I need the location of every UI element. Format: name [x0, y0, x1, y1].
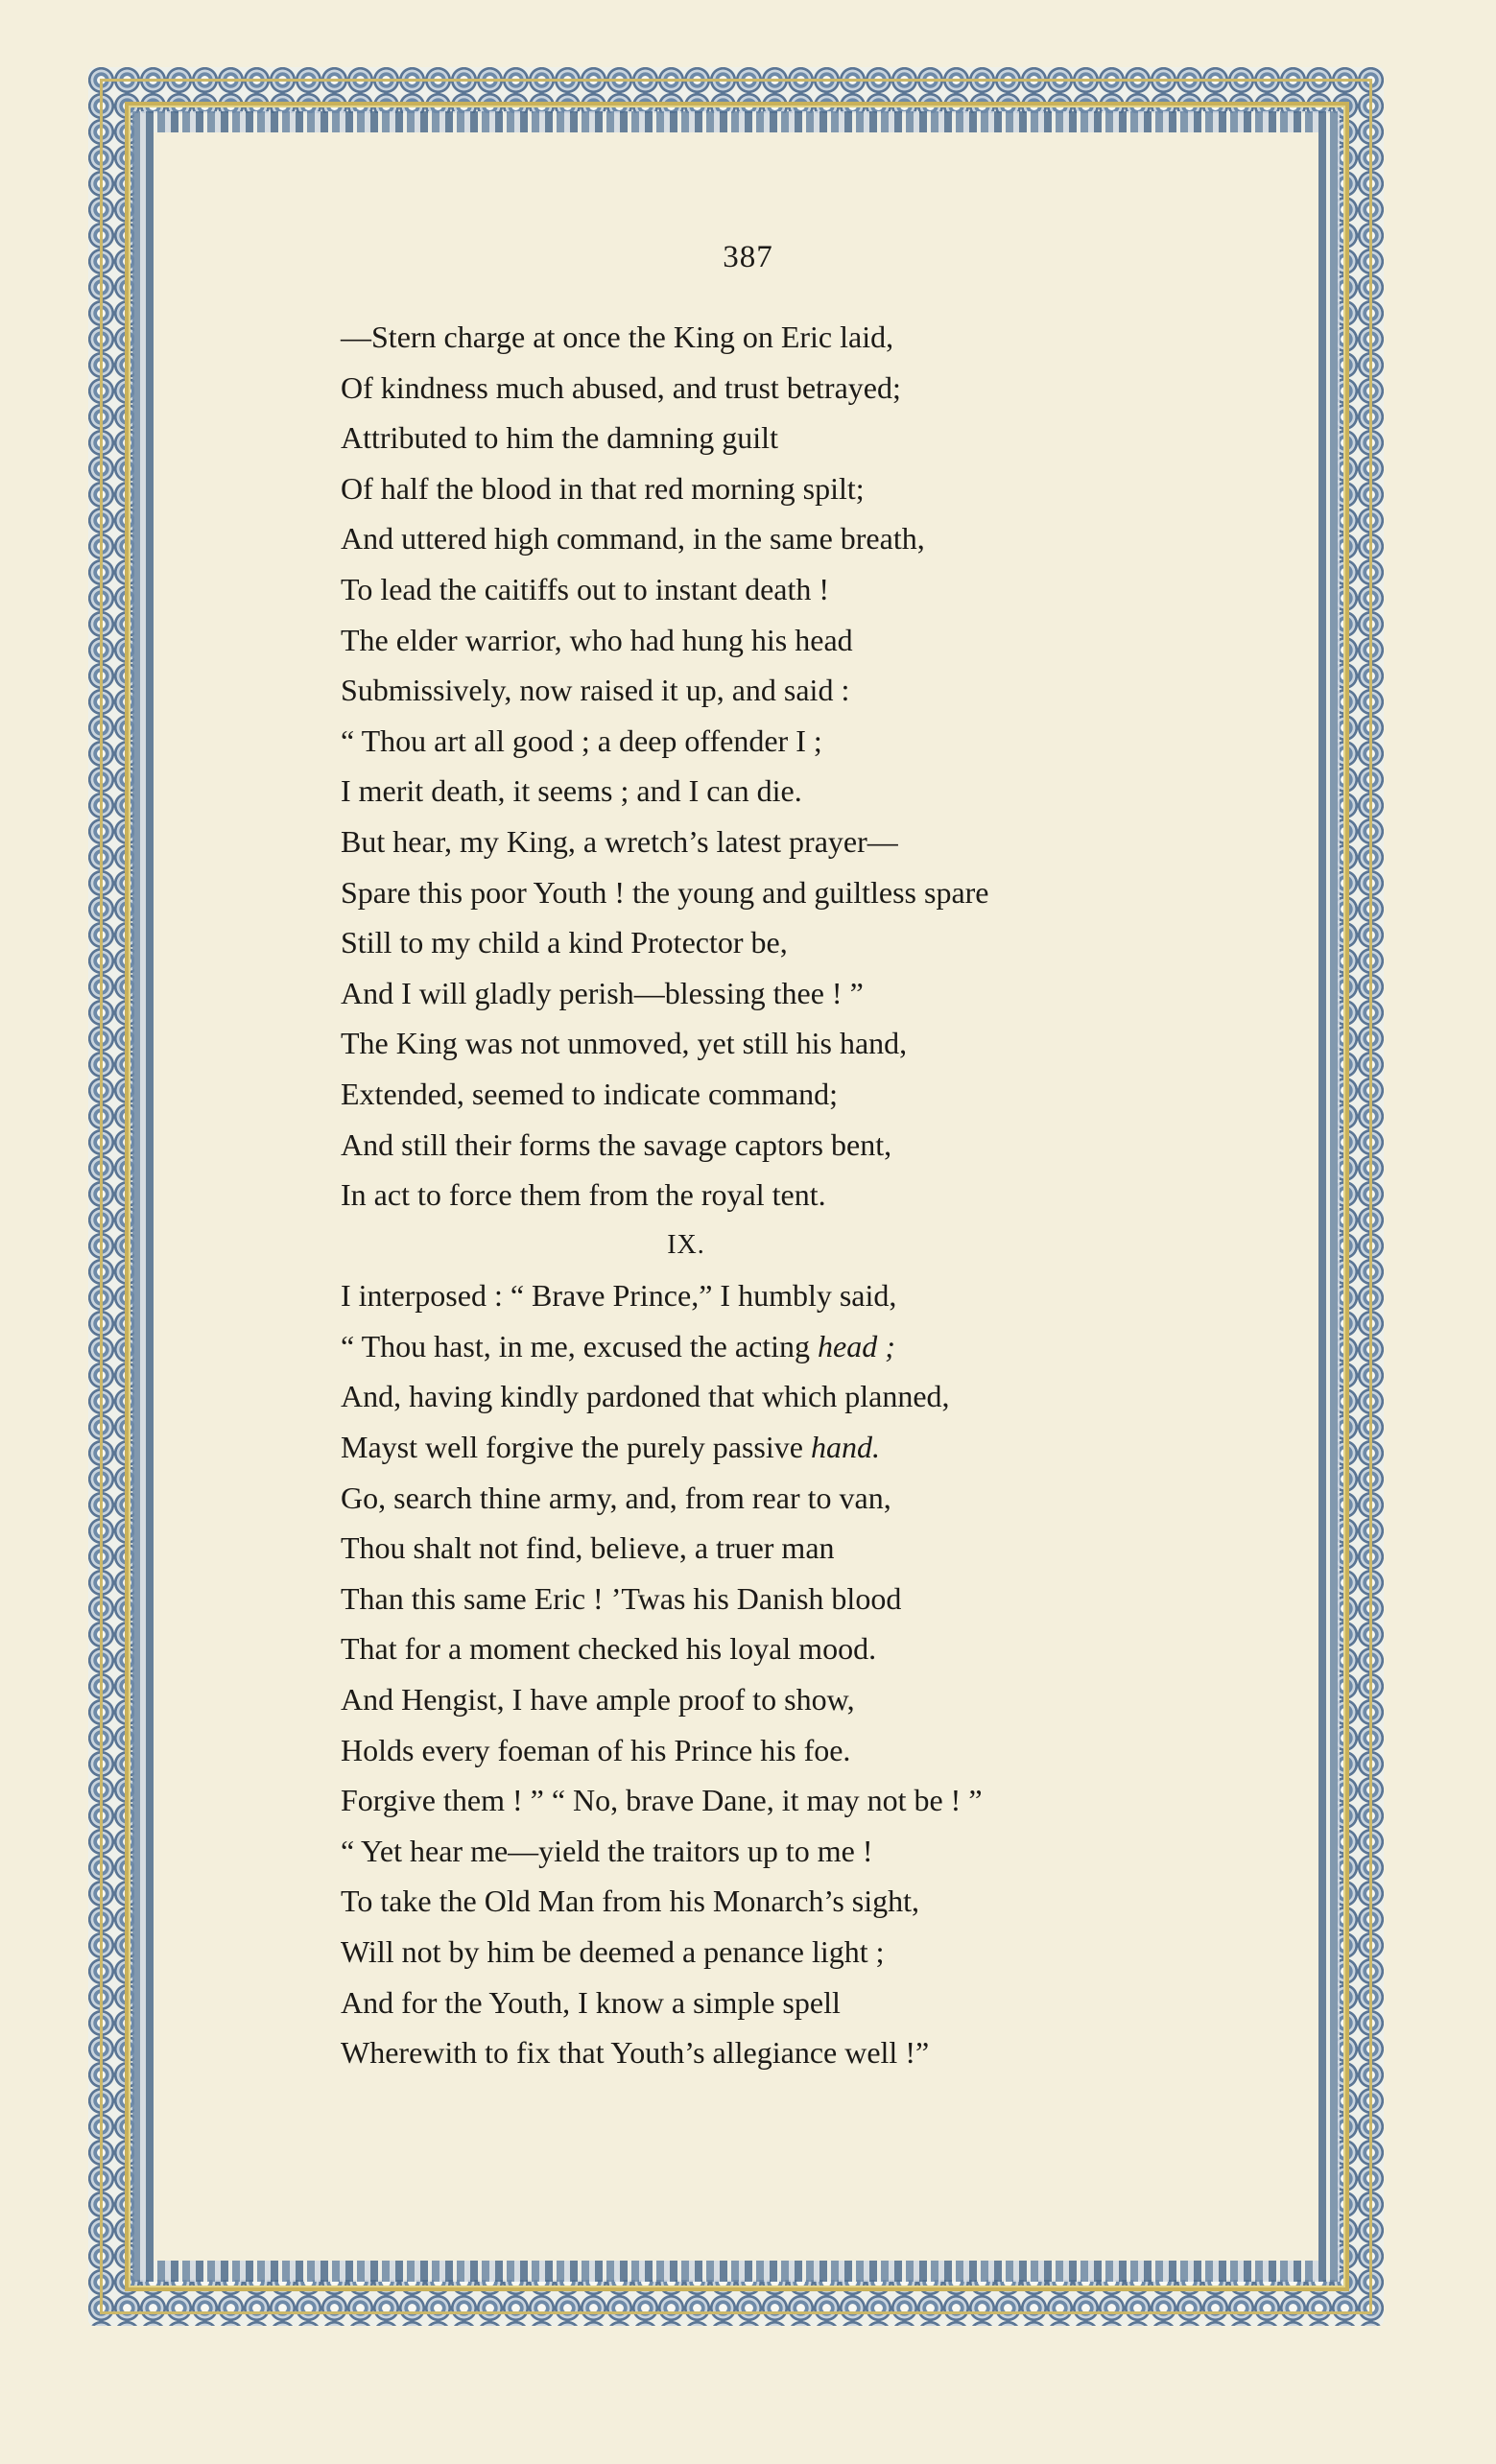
poem-body [341, 312, 1262, 2078]
poem-line: Go, search thine army, and, from rear to van, [341, 1480, 891, 1515]
poem-line: And Hengist, I have ample proof to show, [341, 1682, 855, 1718]
poem-line: Of half the blood in that red morning spilt; [341, 470, 865, 506]
poem-line: Will not by him be deemed a penance light ; [341, 1934, 885, 1969]
section-number: IX. [667, 1229, 705, 1260]
poem-line: Thou shalt not find, believe, a truer man [341, 1530, 835, 1566]
poem-line: And uttered high command, in the same breath, [341, 521, 925, 557]
poem-line: “ Thou art all good ; a deep offender I ; [341, 723, 822, 758]
poem-line [341, 1422, 1262, 1473]
poem-line: Wherewith to fix that Youth’s allegiance well !” [341, 2035, 930, 2071]
poem-line: Than this same Eric ! ’Twas his Danish blood [341, 1580, 902, 1616]
poem-line: Spare this poor Youth ! the young and guiltless spare [341, 874, 989, 910]
poem-line: And still their forms the savage captors bent, [341, 1126, 892, 1162]
poem-line [341, 1321, 1262, 1372]
poem-line: Of kindness much abused, and trust betrayed; [341, 369, 901, 405]
poem-line: Attributed to him the damning guilt [341, 420, 778, 456]
page-number: 387 [723, 240, 773, 274]
poem-line: Extended, seemed to indicate command; [341, 1076, 839, 1111]
poem-line: And I will gladly perish—blessing thee ! ” [341, 975, 864, 1010]
poem-line: In act to force them from the royal tent. [341, 1177, 826, 1213]
poem-line: To lead the caitiffs out to instant death ! [341, 571, 830, 606]
line-text: “ Thou hast, in me, excused the acting [341, 1328, 819, 1363]
poem-line: And, having kindly pardoned that which planned, [341, 1379, 950, 1414]
poem-line: Submissively, now raised it up, and said : [341, 673, 850, 708]
poem-line: —Stern charge at once the King on Eric laid, [341, 320, 894, 354]
italic-word: hand. [810, 1430, 880, 1465]
poem-line: The King was not unmoved, yet still his hand, [341, 1026, 908, 1061]
poem-line: I interposed : “ Brave Prince,” I humbly said, [341, 1278, 897, 1314]
poem-line: Holds every foeman of his Prince his foe. [341, 1732, 851, 1767]
poem-line: To take the Old Man from his Monarch’s sight, [341, 1884, 919, 1919]
poem-line: That for a moment checked his loyal mood. [341, 1631, 877, 1667]
stanza [341, 1270, 1262, 2078]
poem-line: I merit death, it seems ; and I can die. [341, 773, 802, 809]
poem-line: Still to my child a kind Protector be, [341, 925, 788, 960]
poem-line: Forgive them ! ” “ No, brave Dane, it may not be ! ” [341, 1783, 983, 1818]
stanza [341, 312, 1262, 1220]
line-text: Mayst well forgive the purely passive [341, 1430, 811, 1465]
poem-line: “ Yet hear me—yield the traitors up to me ! [341, 1833, 873, 1868]
italic-word: head ; [818, 1328, 895, 1363]
poem-line: And for the Youth, I know a simple spell [341, 1984, 841, 2020]
poem-line: The elder warrior, who had hung his head [341, 622, 853, 657]
poem-line: But hear, my King, a wretch’s latest prayer— [341, 823, 898, 859]
